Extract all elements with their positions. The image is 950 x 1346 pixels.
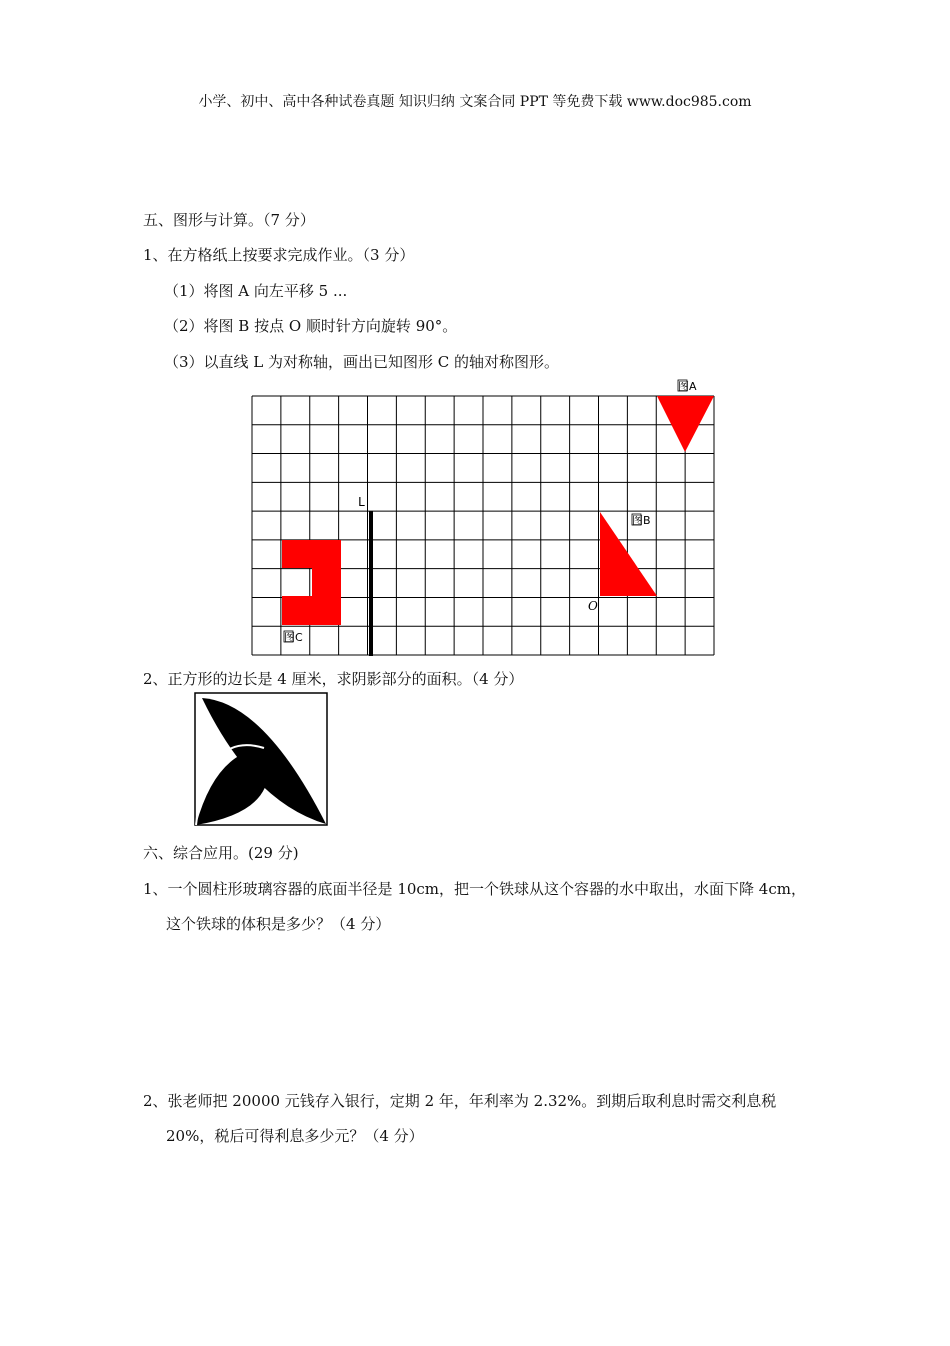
question-5-2-stem: 2、正方形的边长是 4 厘米，求阴影部分的面积。（4 分） [143, 670, 524, 688]
page-header: 小学、初中、高中各种试卷真题 知识归纳 文案合同 PPT 等免费下载 www.doc985.com [198, 94, 752, 110]
section-6-title: 六、综合应用。(29 分) [143, 844, 299, 862]
question-5-1-sub1: （1）将图 A 向左平移 5 ... [164, 282, 348, 300]
figure-c-cell [282, 596, 312, 625]
question-5-1-sub2: （2）将图 B 按点 O 顺时针方向旋转 90°。 [164, 317, 458, 335]
label-b-box [632, 514, 651, 527]
label-l: L [358, 495, 366, 509]
question-6-1-line2: 这个铁球的体积是多少？（4 分） [166, 915, 391, 933]
question-6-1-line1: 1、一个圆柱形玻璃容器的底面半径是 10cm，把一个铁球从这个容器的水中取出，水面下降 4cm， [143, 880, 806, 898]
figure-a [657, 396, 714, 452]
figure-c-cell [312, 568, 341, 596]
label-c-box [284, 631, 303, 644]
label-a-box [678, 380, 697, 393]
question-5-1-stem: 1、在方格纸上按要求完成作业。（3 分） [143, 246, 415, 264]
label-b: 图B [632, 514, 651, 527]
label-o: O [588, 599, 598, 613]
figure-c [282, 540, 341, 625]
label-c: 图C [284, 631, 303, 644]
label-a: 图A [678, 380, 697, 393]
figure-c-cell [282, 540, 312, 568]
figure-c-cell [312, 540, 341, 568]
question-6-2-line1: 2、张老师把 20000 元钱存入银行，定期 2 年，年利率为 2.32%。到期后取利息时需交利息税 [143, 1092, 777, 1110]
square-figure [194, 692, 330, 828]
question-5-1-sub3: （3）以直线 L 为对称轴，画出已知图形 C 的轴对称图形。 [164, 353, 560, 371]
figure-c-cell [312, 596, 341, 625]
section-5-title: 五、图形与计算。（7 分） [143, 211, 315, 229]
question-6-2-line2: 20%，税后可得利息多少元？（4 分） [166, 1127, 424, 1145]
grid-figure [248, 376, 718, 660]
